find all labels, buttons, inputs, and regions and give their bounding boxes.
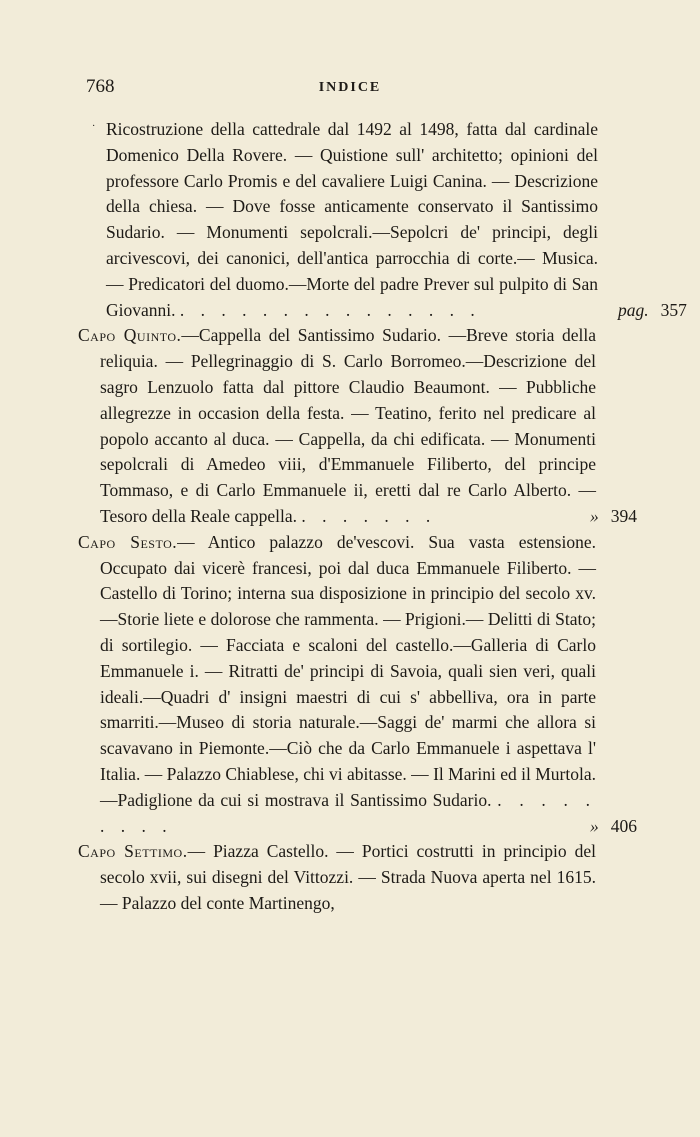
page-label: » [590, 505, 599, 526]
page-label: pag. [618, 299, 649, 320]
index-entry [78, 323, 637, 529]
dot-leader: . . . . . . . [301, 505, 437, 526]
entry-text: — Antico palazzo de'vescovi. Sua vasta estensione. Occupato dai vicerè francesi, poi dal duca Emmanuele Filiberto. — Castello di Torino; interna sua disposizione in principio del secolo xv. —Storie liete e dolorose che rammenta. — Prigioni.— Delitti di Stato; di sortilegio. — Facciata e scaloni del castello.—Galleria di Carlo Emmanuele i. — Ritratti de' principi di Savoia, quali sien veri, quali ideali.—Quadri d' insigni maestri di cui s' abbelliva, ora in parte smarriti.—Museo di storia naturale.—Saggi de' marmi che allora si scavavano in Piemonte.—Ciò che da Carlo Emmanuele i aspettava l' Italia. — Palazzo Chiablese, chi vi abitasse. — Il Marini ed il Murtola.—Padiglione da cui si mostrava il Santissimo Sudario. [100, 531, 596, 810]
page-label: » [590, 815, 599, 836]
index-entry [78, 530, 637, 840]
page-reference [590, 504, 637, 530]
entry-text: — Piazza Castello. — Portici costrutti in principio del secolo xvii, sui disegni del Vittozzi. — Strada Nuova aperta nel 1615. — Palazzo del conte Martinengo, [100, 841, 596, 913]
entry-text: —Cappella del Santissimo Sudario. —Breve storia della reliquia. — Pellegrinaggio di S. Carlo Borromeo.—Descrizione del sagro Lenzuolo fatta dal pittore Claudio Beaumont. — Pubbliche allegrezze in occasion della festa. — Teatino, ferito nel predicare al popolo accanto al duca. — Cappella, da chi edificata. — Monumenti sepolcrali di Amedeo viii, d'Emmanuele Filiberto, del principe Tommaso, e di Carlo Emmanuele ii, eretti dal re Carlo Alberto. — Tesoro della Reale cappella. [100, 325, 596, 526]
running-title: INDICE [318, 80, 382, 95]
index-content [0, 117, 700, 917]
chapter-heading: Capo Settimo. [78, 841, 188, 862]
dot-leader: . . . . . . . . . . . . . . . [179, 299, 481, 320]
page-number-ref: 357 [660, 299, 687, 320]
chapter-heading: Capo Sesto. [78, 531, 178, 552]
page-header [0, 76, 700, 100]
page-number: 768 [86, 76, 115, 97]
page-reference [618, 298, 687, 324]
page-number-ref: 394 [610, 505, 637, 526]
chapter-heading: Capo Quinto. [78, 325, 182, 346]
margin-mark: · [92, 121, 96, 132]
dot-leader: . . . . . . . . . [100, 789, 597, 836]
page-number-ref: 406 [610, 815, 637, 836]
index-entry [106, 117, 687, 323]
entry-text: Ricostruzione della cattedrale dal 1492 al 1498, fatta dal cardinale Domenico Della Rovere. — Quistione sull' architetto; opinioni del professore Carlo Promis e del cavaliere Luigi Canina. — Descrizione della chiesa. — Dove fosse anticamente conservato il Santissimo Sudario. — Monumenti sepolcrali.—Sepolcri de' principi, degli arcivescovi, dei canonici, dell'antica parrocchia di corte.— Musica. — Predicatori del duomo.—Morte del padre Prever sul pulpito di San Giovanni. [106, 119, 598, 320]
index-entry [78, 839, 596, 916]
page-reference [590, 814, 637, 840]
